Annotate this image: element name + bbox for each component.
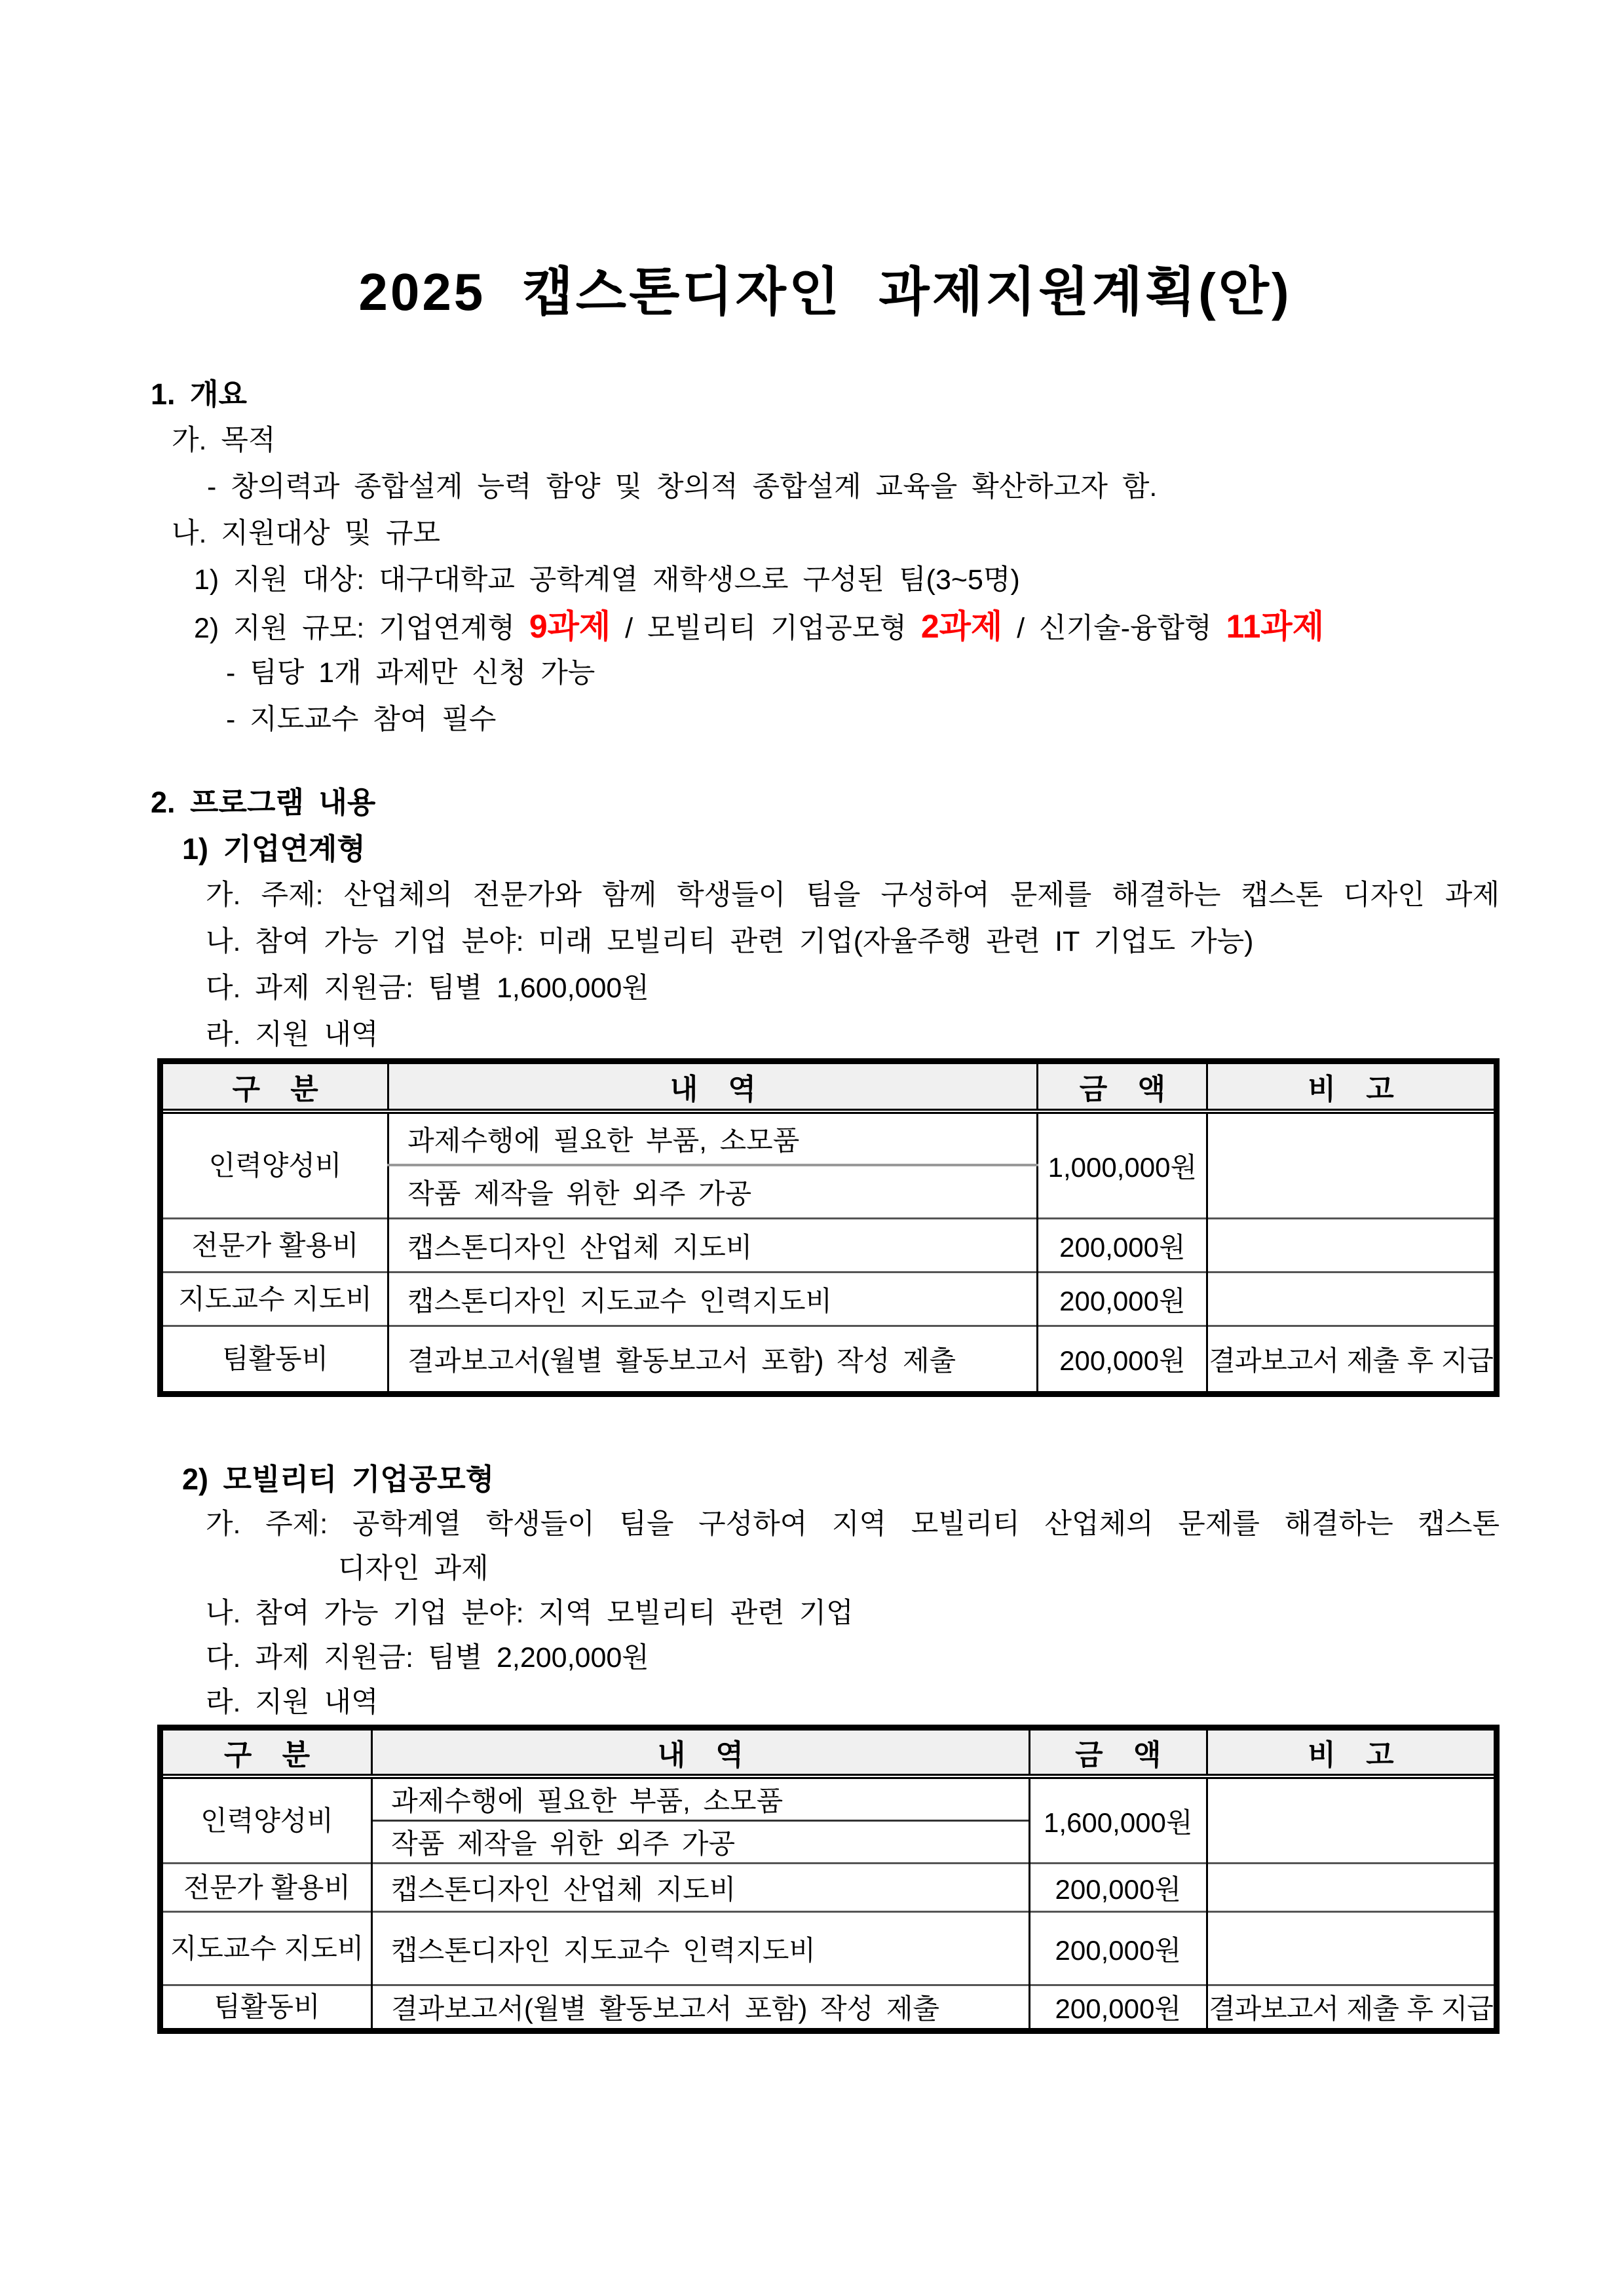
column-header-category: 구 분 [161, 1728, 372, 1777]
sub2-topic-line2: 디자인 과제 [338, 1553, 489, 1584]
table-row [161, 1776, 1497, 1821]
cell-note [1207, 1864, 1496, 1912]
cell-category: 전문가 활용비 [161, 1219, 388, 1272]
sub1-topic: 가. 주제: 산업체의 전문가와 함께 학생들이 팀을 구성하여 문제를 해결하는 캡스톤 디자인 과제 [206, 879, 1500, 911]
section-overview [151, 371, 1500, 743]
column-header-detail: 내 역 [372, 1728, 1029, 1777]
table-row [161, 1912, 1497, 1985]
sub2-fund: 다. 과제 지원금: 팀별 2,200,000원 [206, 1642, 649, 1674]
cell-amount: 1,600,000원 [1029, 1776, 1207, 1864]
column-header-detail: 내 역 [388, 1062, 1038, 1111]
target-label: 나. 지원대상 및 규모 [172, 518, 441, 549]
sub1-heading: 1) 기업연계형 [182, 832, 366, 866]
sub1-field: 나. 참여 가능 기업 분야: 미래 모빌리티 관련 기업(자율주행 관련 IT 기업도 가능) [206, 926, 1254, 957]
scale-count-1: 9과제 [529, 608, 611, 645]
overview-note-1: - 팀당 1개 과제만 신청 가능 [226, 657, 595, 689]
cell-detail: 과제수행에 필요한 부품, 소모품 [388, 1111, 1038, 1165]
cell-detail: 캡스톤디자인 산업체 지도비 [388, 1219, 1038, 1272]
table-row [161, 1326, 1497, 1394]
column-header-amount: 금 액 [1029, 1728, 1207, 1777]
sub2-heading: 2) 모빌리티 기업공모형 [182, 1463, 495, 1496]
cell-note [1207, 1111, 1497, 1219]
column-header-category: 구 분 [161, 1062, 388, 1111]
column-header-amount: 금 액 [1038, 1062, 1207, 1111]
cell-note [1207, 1776, 1496, 1864]
cell-amount: 200,000원 [1029, 1985, 1207, 2031]
cell-amount: 200,000원 [1038, 1326, 1207, 1394]
cell-category: 팀활동비 [161, 1985, 372, 2031]
cell-amount: 200,000원 [1038, 1219, 1207, 1272]
table-row [161, 1272, 1497, 1326]
overview-heading: 1. 개요 [151, 377, 247, 411]
table-header-row [161, 1062, 1497, 1111]
purpose-label: 가. 목적 [172, 425, 276, 456]
cell-category: 지도교수 지도비 [161, 1272, 388, 1326]
subsection-industry-linked [151, 826, 1500, 1058]
scale-count-2: 2과제 [920, 608, 1003, 645]
column-header-note: 비 고 [1207, 1062, 1497, 1111]
cell-detail: 캡스톤디자인 산업체 지도비 [372, 1864, 1029, 1912]
support-table-mobility-contest [157, 1725, 1500, 2034]
cell-detail: 작품 제작을 위한 외주 가공 [388, 1165, 1038, 1219]
scale-count-3: 11과제 [1226, 608, 1325, 645]
cell-category: 인력양성비 [208, 1149, 342, 1181]
cell-amount: 200,000원 [1029, 1912, 1207, 1985]
table-row [161, 1111, 1497, 1165]
cell-detail: 결과보고서(월별 활동보고서 포함) 작성 제출 [372, 1985, 1029, 2031]
column-header-note: 비 고 [1207, 1728, 1496, 1777]
cell-amount: 200,000원 [1029, 1864, 1207, 1912]
cell-note [1207, 1272, 1497, 1326]
table-row [161, 1219, 1497, 1272]
cell-note [1207, 1219, 1497, 1272]
cell-detail: 캡스톤디자인 지도교수 인력지도비 [372, 1912, 1029, 1985]
cell-note [1207, 1912, 1496, 1985]
cell-category: 인력양성비 [200, 1805, 333, 1836]
cell-category: 지도교수 지도비 [161, 1912, 372, 1985]
sub2-field: 나. 참여 가능 기업 분야: 지역 모빌리티 관련 기업 [206, 1598, 854, 1629]
document-title: 2025 캡스톤디자인 과제지원계획(안) [358, 263, 1292, 321]
subsection-mobility-contest [151, 1457, 1500, 1725]
overview-note-2: - 지도교수 참여 필수 [226, 704, 497, 735]
cell-detail: 작품 제작을 위한 외주 가공 [372, 1821, 1029, 1864]
target-item: 1) 지원 대상: 대구대학교 공학계열 재학생으로 구성된 팀(3~5명) [194, 564, 1020, 596]
cell-detail: 과제수행에 필요한 부품, 소모품 [372, 1776, 1029, 1821]
program-heading: 2. 프로그램 내용 [151, 786, 376, 819]
scale-sep-1: / 모빌리티 기업공모형 [611, 613, 921, 644]
cell-detail: 결과보고서(월별 활동보고서 포함) 작성 제출 [388, 1326, 1038, 1394]
table-row [161, 1864, 1497, 1912]
cell-note: 결과보고서 제출 후 지급 [1207, 1985, 1496, 2031]
sub2-detail-label: 라. 지원 내역 [206, 1687, 379, 1718]
scale-prefix: 2) 지원 규모: 기업연계형 [194, 613, 529, 644]
support-table-industry-linked [157, 1058, 1500, 1397]
scale-sep-2: / 신기술-융합형 [1002, 613, 1226, 644]
cell-category: 팀활동비 [161, 1326, 388, 1394]
scale-item [151, 603, 1500, 650]
purpose-item: - 창의력과 종합설계 능력 함양 및 창의적 종합설계 교육을 확산하고자 함. [207, 471, 1158, 503]
cell-note: 결과보고서 제출 후 지급 [1207, 1326, 1497, 1394]
sub1-fund: 다. 과제 지원금: 팀별 1,600,000원 [206, 972, 649, 1004]
cell-amount: 1,000,000원 [1038, 1111, 1207, 1219]
cell-category: 전문가 활용비 [161, 1864, 372, 1912]
table-row [161, 1985, 1497, 2031]
cell-detail: 캡스톤디자인 지도교수 인력지도비 [388, 1272, 1038, 1326]
document-content [151, 371, 1500, 2034]
cell-amount: 200,000원 [1038, 1272, 1207, 1326]
sub2-topic-line1: 가. 주제: 공학계열 학생들이 팀을 구성하여 지역 모빌리티 산업체의 문제를 해결하는 캡스톤 [206, 1508, 1500, 1540]
table-header-row [161, 1728, 1497, 1777]
section-program [151, 779, 1500, 2034]
sub1-detail-label: 라. 지원 내역 [206, 1019, 379, 1050]
